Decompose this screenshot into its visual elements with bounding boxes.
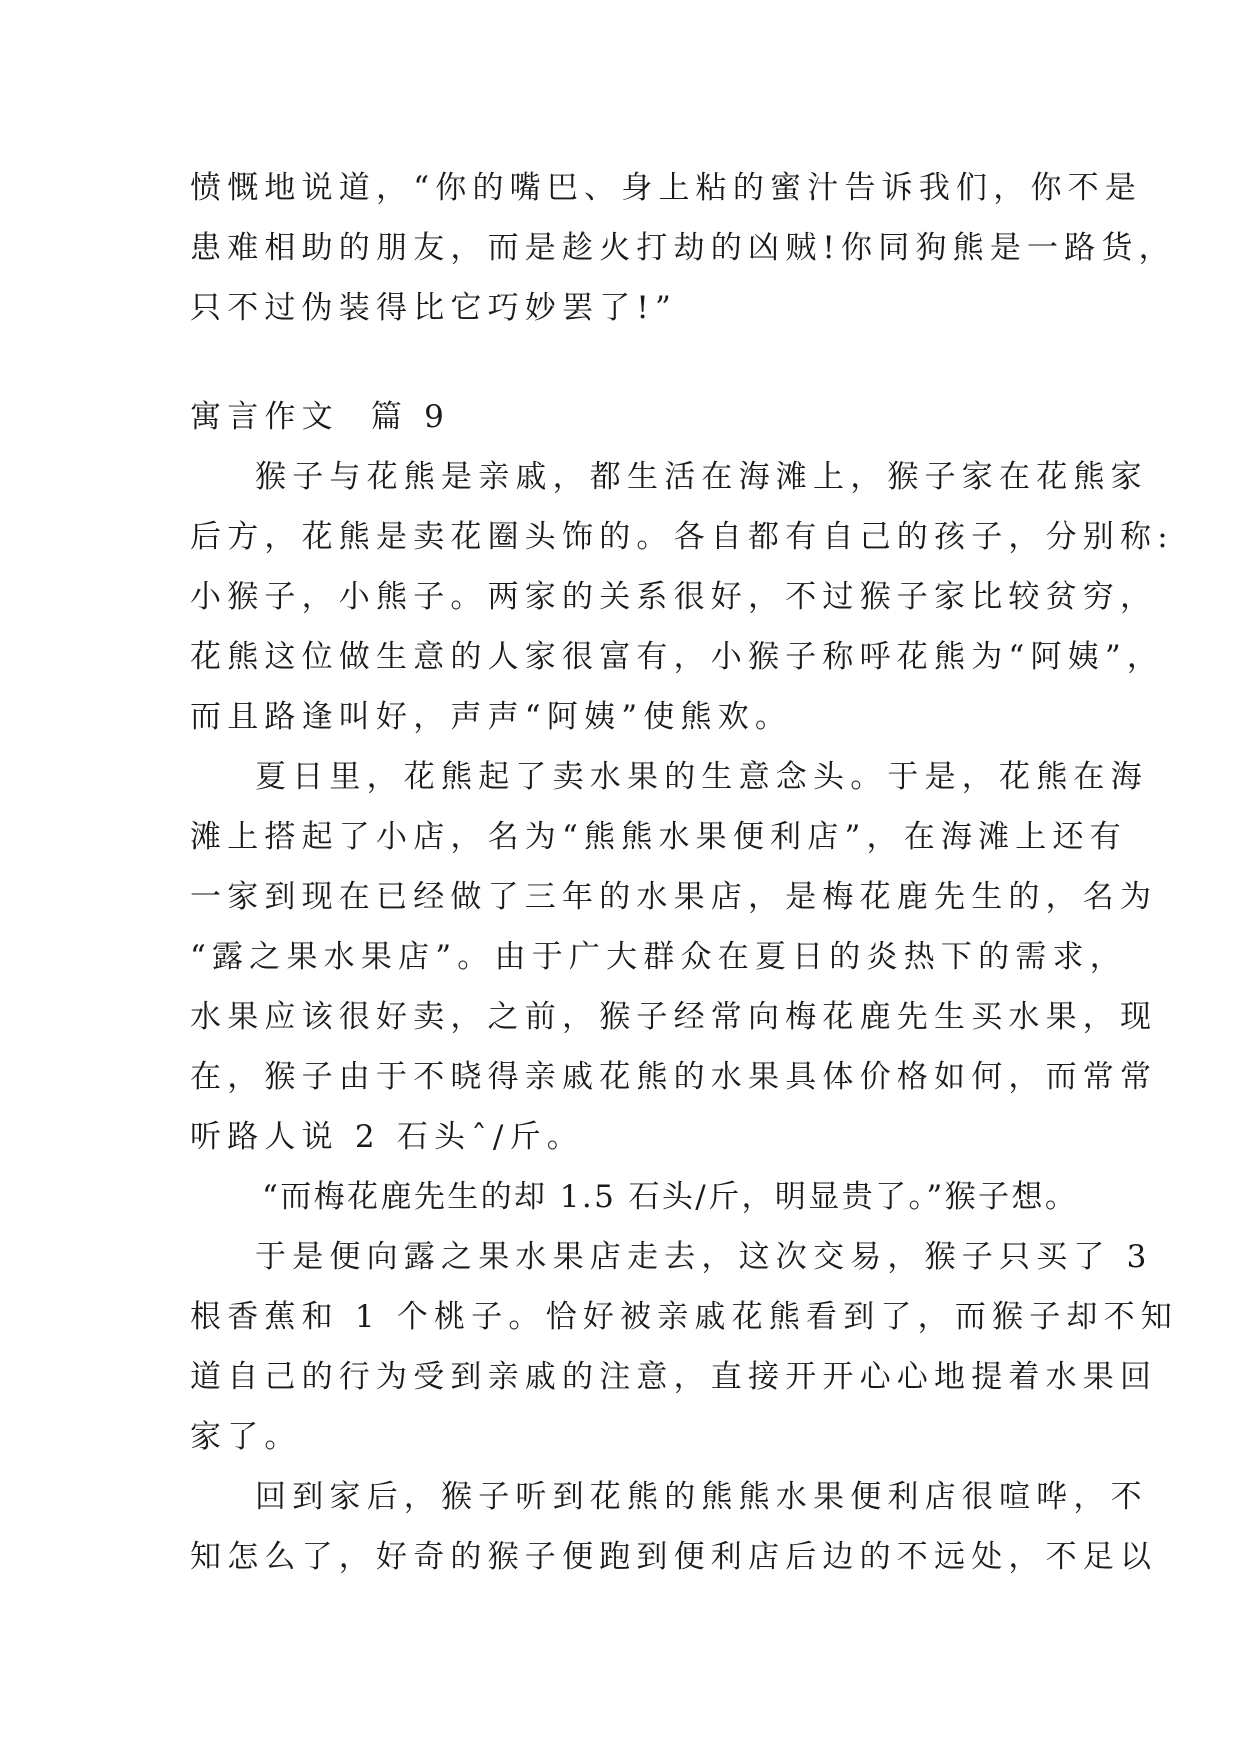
text-line: 于是便向露之果水果店走去，这次交易，猴子只买了 3 bbox=[255, 1239, 1153, 1275]
text-line: 花熊这位做生意的人家很富有，小猴子称呼花熊为“阿姨”， bbox=[190, 639, 1165, 675]
text-line: 滩上搭起了小店，名为“熊熊水果便利店”，在海滩上还有 bbox=[190, 819, 1127, 855]
text-line: 而且路逢叫好，声声“阿姨”使熊欢。 bbox=[190, 699, 793, 735]
text-line: 道自己的行为受到亲戚的注意，直接开开心心地提着水果回 bbox=[190, 1359, 1158, 1395]
text-line: 患难相助的朋友，而是趁火打劫的凶贼!你同狗熊是一路货， bbox=[190, 230, 1176, 266]
text-line: 在，猴子由于不晓得亲戚花熊的水果具体价格如何，而常常 bbox=[190, 1059, 1158, 1095]
text-line: 愤慨地说道，“你的嘴巴、身上粘的蜜汁告诉我们，你不是 bbox=[190, 170, 1143, 206]
text-line: 知怎么了，好奇的猴子便跑到便利店后边的不远处，不足以 bbox=[190, 1539, 1158, 1575]
text-line: 根香蕉和 1 个桃子。恰好被亲戚花熊看到了，而猴子却不知 bbox=[190, 1299, 1179, 1335]
section-heading: 寓言作文 篇 9 bbox=[190, 399, 451, 435]
text-line: 只不过伪装得比它巧妙罢了!” bbox=[190, 290, 678, 326]
text-line: 猴子与花熊是亲戚，都生活在海滩上，猴子家在花熊家 bbox=[255, 459, 1148, 495]
text-line: “而梅花鹿先生的却 1.5 石头/斤，明显贵了。”猴子想。 bbox=[262, 1179, 1079, 1215]
text-line: 家了。 bbox=[190, 1419, 302, 1455]
text-line: 回到家后，猴子听到花熊的熊熊水果便利店很喧哗，不 bbox=[255, 1479, 1148, 1515]
text-line: “露之果水果店”。由于广大群众在夏日的炎热下的需求， bbox=[190, 939, 1127, 975]
text-line: 听路人说 2 石头ˆ/斤。 bbox=[190, 1119, 584, 1155]
text-line: 一家到现在已经做了三年的水果店，是梅花鹿先生的，名为 bbox=[190, 879, 1158, 915]
text-line: 后方，花熊是卖花圈头饰的。各自都有自己的孩子，分别称: bbox=[190, 519, 1174, 555]
text-line: 小猴子，小熊子。两家的关系很好，不过猴子家比较贫穷， bbox=[190, 579, 1158, 615]
text-line: 夏日里，花熊起了卖水果的生意念头。于是，花熊在海 bbox=[255, 759, 1148, 795]
text-line: 水果应该很好卖，之前，猴子经常向梅花鹿先生买水果，现 bbox=[190, 999, 1158, 1035]
